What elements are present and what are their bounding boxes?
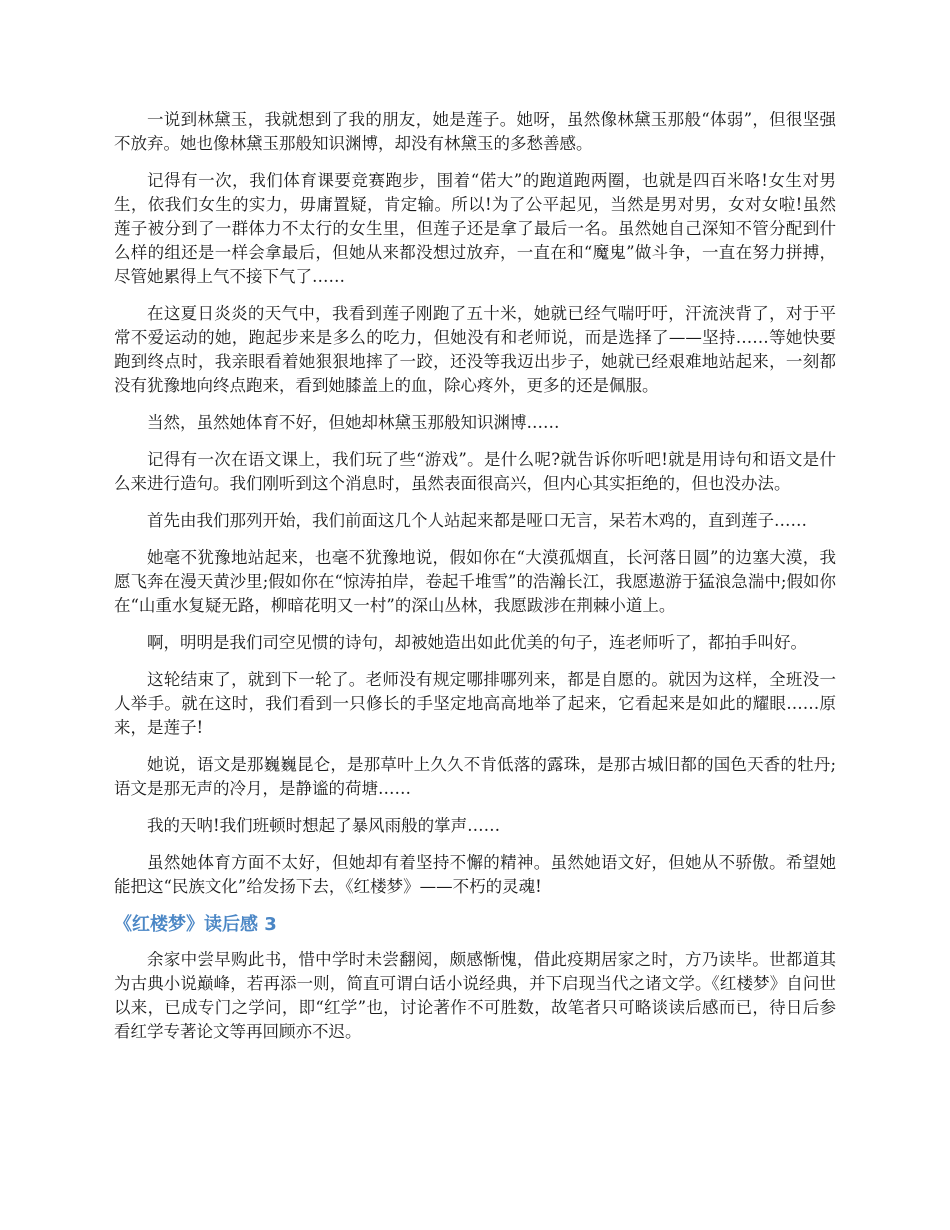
body-paragraph: 记得有一次在语文课上，我们玩了些“游戏”。是什么呢?就告诉你听吧!就是用诗句和语文是什么来进行造句。我们刚听到这个消息时，虽然表面很高兴，但内心其实拒绝的，但也没办法。 — [114, 450, 836, 493]
body-paragraph: 首先由我们那列开始，我们前面这几个人站起来都是哑口无言，呆若木鸡的，直到莲子…… — [147, 511, 807, 530]
body-paragraph: 我的天呐!我们班顿时想起了暴风雨般的掌声…… — [147, 816, 501, 835]
body-paragraph: 余家中尝早购此书，惜中学时未尝翻阅，颇感惭愧，借此疫期居家之时，方乃读毕。世都道其为古典小说巅峰，若再添一则，简直可谓白话小说经典，并下启现当代之诸文学。《红楼梦》自问世以来，已成专门之学问，即“红学”也，讨论著作不可胜数，故笔者只可略谈读后感而已，待日后参看红学专著论文等再回顾亦不迟。 — [114, 950, 836, 1041]
section-heading: 《红楼梦》读后感 3 — [114, 914, 277, 935]
body-paragraph: 她说，语文是那巍巍昆仑，是那草叶上久久不肯低落的露珠，是那古城旧都的国色天香的牡丹;语文是那无声的冷月，是静谧的荷塘…… — [114, 755, 836, 798]
body-paragraph: 当然，虽然她体育不好，但她却林黛玉那般知识渊博…… — [147, 413, 560, 432]
body-paragraph: 虽然她体育方面不太好，但她却有着坚持不懈的精神。虽然她语文好，但她从不骄傲。希望她能把这“民族文化”给发扬下去，《红楼梦》——不朽的灵魂! — [114, 853, 836, 896]
body-paragraph: 这轮结束了，就到下一轮了。老师没有规定哪排哪列来，都是自愿的。就因为这样，全班没一人举手。就在这时，我们看到一只修长的手坚定地高高地举了起来，它看起来是如此的耀眼……原来，是莲子! — [114, 670, 836, 737]
body-paragraph: 啊，明明是我们司空见惯的诗句，却被她造出如此优美的句子，连老师听了，都拍手叫好。 — [147, 633, 807, 652]
body-paragraph: 记得有一次，我们体育课要竞赛跑步，围着“偌大”的跑道跑两圈，也就是四百米咯!女生对男生，依我们女生的实力，毋庸置疑，肯定输。所以!为了公平起见，当然是男对男，女对女啦!虽然莲子被分到了一群体力不太行的女生里，但莲子还是拿了最后一名。虽然她自己深知不管分配到什么样的组还是一样会拿最后，但她从来都没想过放弃，一直在和“魔鬼”做斗争，一直在努力拼搏，尽管她累得上气不接下气了…… — [114, 171, 836, 286]
body-paragraph: 在这夏日炎炎的天气中，我看到莲子刚跑了五十米，她就已经气喘吁吁，汗流浃背了，对于平常不爱运动的她，跑起步来是多么的吃力，但她没有和老师说，而是选择了——坚持……等她快要跑到终点时，我亲眼看着她狠狠地摔了一跤，还没等我迈出步子，她就已经艰难地站起来，一刻都没有犹豫地向终点跑来，看到她膝盖上的血，除心疼外，更多的还是佩服。 — [114, 304, 836, 395]
body-paragraph: 一说到林黛玉，我就想到了我的朋友，她是莲子。她呀，虽然像林黛玉那般“体弱”，但很坚强不放弃。她也像林黛玉那般知识渊博，却没有林黛玉的多愁善感。 — [114, 110, 836, 153]
document-page — [114, 108, 836, 1057]
body-paragraph: 她毫不犹豫地站起来，也毫不犹豫地说，假如你在“大漠孤烟直，长河落日圆”的边塞大漠，我愿飞奔在漫天黄沙里;假如你在“惊涛拍岸，卷起千堆雪”的浩瀚长江，我愿遨游于猛浪急湍中;假如你在“山重水复疑无路，柳暗花明又一村”的深山丛林，我愿跋涉在荆棘小道上。 — [114, 548, 836, 615]
